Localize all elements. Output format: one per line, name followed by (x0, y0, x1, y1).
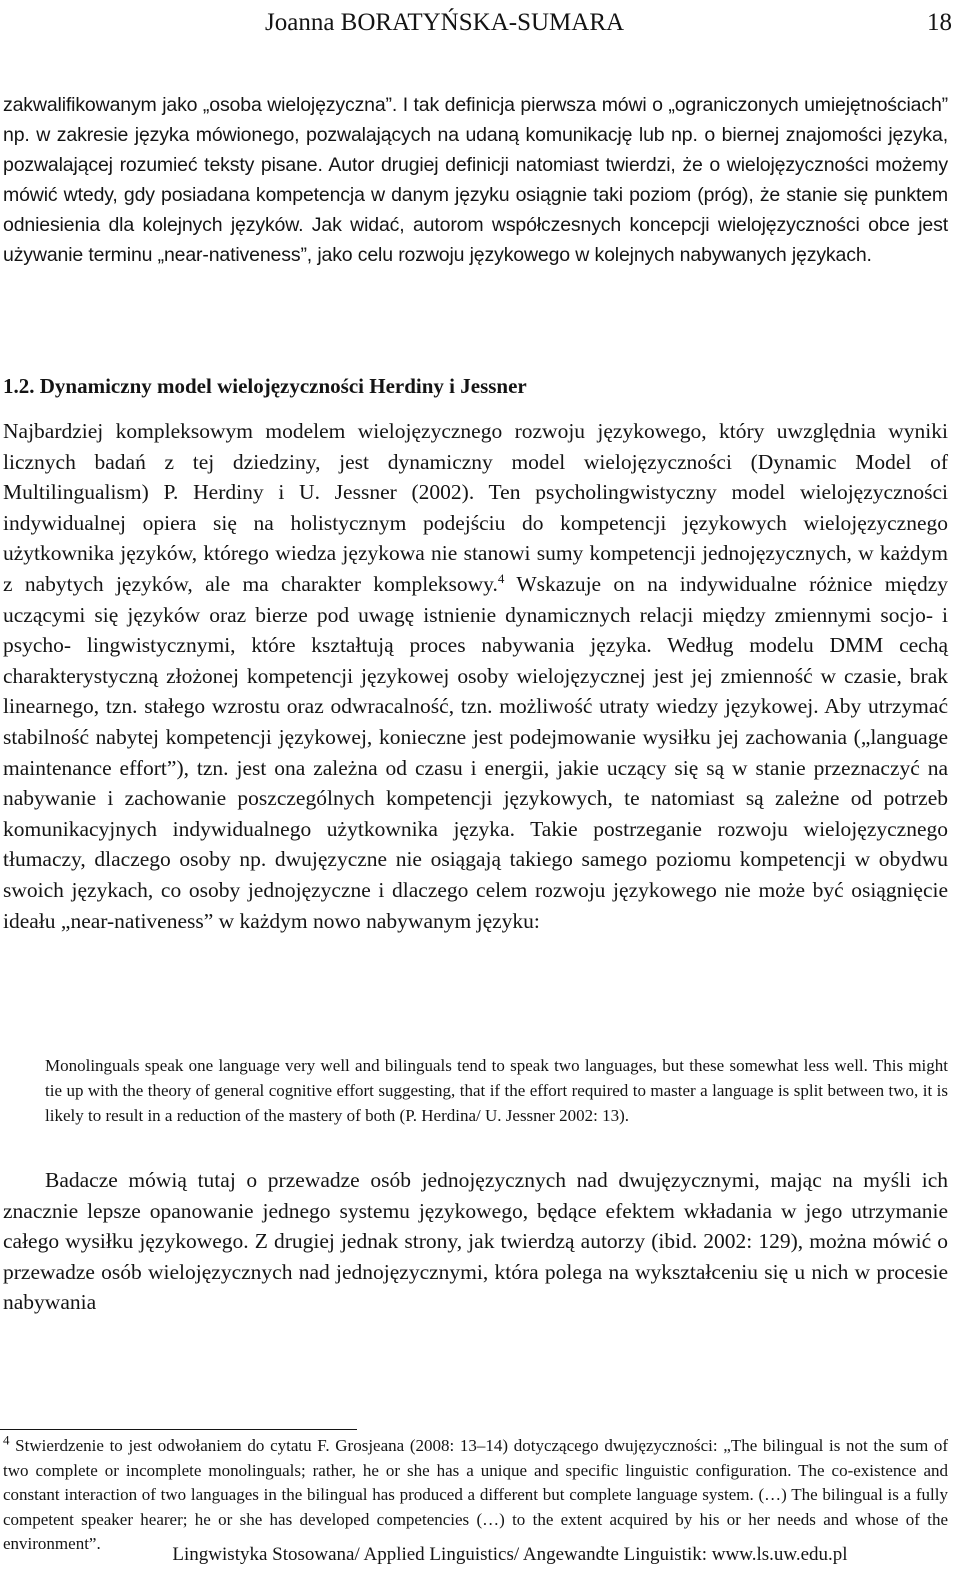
main-paragraph-text-1: Najbardziej kompleksowym modelem wielojęzycznego rozwoju językowego, który uwzględnia wyniki licznych badań z tej dziedziny, jest dynamiczny model wielojęzyczności (Dynamic Model of Multilingualism) P. Herdiny i U. Jessner (2002). Ten psycholingwistyczny model wielojęzyczności indywidualnej opiera się na holistycznym podejściu do kompetencji językowych wielojęzycznego użytkownika języków, którego wiedza językowa nie stanowi sumy kompetencji jednojęzycznych, w każdym z nabytych języków, ale ma charakter kompleksowy. (3, 419, 948, 596)
page-number: 18 (927, 9, 952, 36)
journal-footer: Lingwistyka Stosowana/ Applied Linguistics/ Angewandte Linguistik: www.ls.uw.edu.pl (172, 1544, 848, 1565)
header-author: Joanna BORATYŃSKA-SUMARA (265, 9, 625, 36)
section-heading: 1.2. Dynamiczny model wielojęzyczności Herdiny i Jessner (3, 374, 527, 398)
footnote-body: Stwierdzenie to jest odwołaniem do cytatu F. Grosjeana (2008: 13–14) dotyczącego dwujęzyczności: „The bilingual is not the sum of two complete or incomplete monolinguals; rather, he or she has a unique and specific linguistic configuration. The co-existence and constant interaction of two languages in the bilingual has produced a different but complete language system. (…) The bilingual is a fully competent speaker hearer; he or she has developed competencies (…) to the extent acquired by his or her needs and whose of the environment”. (3, 1436, 948, 1553)
footnote (3, 1434, 948, 1557)
after-quote-paragraph-block (3, 1165, 948, 1318)
running-header (0, 6, 960, 40)
intro-paragraph: zakwalifikowanym jako „osoba wielojęzyczna”. I tak definicja pierwsza mówi o „ograniczonych umiejętnościach” np. w zakresie języka mówionego, pozwalających na udaną komunikację lub np. o biernej znajomości języka, pozwalającej rozumieć teksty pisane. Autor drugiej definicji natomiast twierdzi, że o wielojęzyczności możemy mówić wtedy, gdy posiadana kompetencja w danym języku osiągnie taki poziom (próg), że stanie się punktem odniesienia dla kolejnych języków. Jak widać, autorom współczesnych koncepcji wielojęzyczności obce jest używanie terminu „near-nativeness”, jako celu rozwoju językowego w kolejnych nabywanych językach. (3, 94, 948, 266)
main-paragraph-text-2: Wskazuje on na indywidualne różnice między uczącymi się języków oraz bierze pod uwagę istnienie dynamicznych relacji między zmiennymi socjo- i psycho- lingwistycznymi, które kształtują proces nabywania języka. Według modelu DMM cechą charakterystyczną złożonej kompetencji językowej osoby wielojęzycznej jest jej zmienność w czasie, brak linearnego, tzn. stałego wzrostu oraz odwracalność, tzn. możliwość utraty wiedzy językowej. Aby utrzymać stabilność nabytej kompetencji językowej, konieczne jest podejmowanie wysiłku jej zachowania („language maintenance effort”), tzn. jest ona zależna od czasu i energii, jakie uczący się są w stanie przeznaczyć na nabywanie i zachowanie poszczególnych kompetencji językowych, te natomiast są zależne od potrzeb komunikacyjnych indywidualnego użytkownika języka. Takie postrzeganie rozwoju wielojęzycznego tłumaczy, dlaczego osoby np. dwujęzyczne nie osiągają takiego samego poziomu kompetencji w obydwu swoich językach, co osoby jednojęzyczne i dlaczego celem rozwoju językowego nie może być osiągnięcie ideału „near-nativeness” w każdym nowo nabywanym języku: (3, 571, 948, 933)
footnote-marker: 4 (3, 1432, 10, 1448)
block-quote (45, 1053, 948, 1128)
footnote-separator (0, 1429, 357, 1430)
intro-paragraph-block (3, 90, 948, 270)
main-paragraph-block (3, 416, 948, 936)
footnote-text (3, 1434, 948, 1557)
after-quote-paragraph: Badacze mówią tutaj o przewadze osób jednojęzycznych nad dwujęzycznymi, mając na myśli ich znacznie lepsze opanowanie jednego systemu językowego, będące efektem wkładania w jego utrzymanie całego wysiłku językowego. Z drugiej jednak strony, jak twierdzą autorzy (ibid. 2002: 129), można mówić o przewadze osób wielojęzycznych nad jednojęzycznymi, która polega na wykształceniu się u nich w procesie nabywania (3, 1168, 948, 1315)
footnote-reference[interactable]: 4 (497, 570, 505, 586)
block-quote-text: Monolinguals speak one language very well and bilinguals tend to speak two languages, but these somewhat less well. This might tie up with the theory of general cognitive effort suggesting, that if the effort required to master a language is split between two, it is likely to result in a reduction of the mastery of both (P. Herdina/ U. Jessner 2002: 13). (45, 1056, 948, 1125)
main-paragraph (3, 416, 948, 936)
